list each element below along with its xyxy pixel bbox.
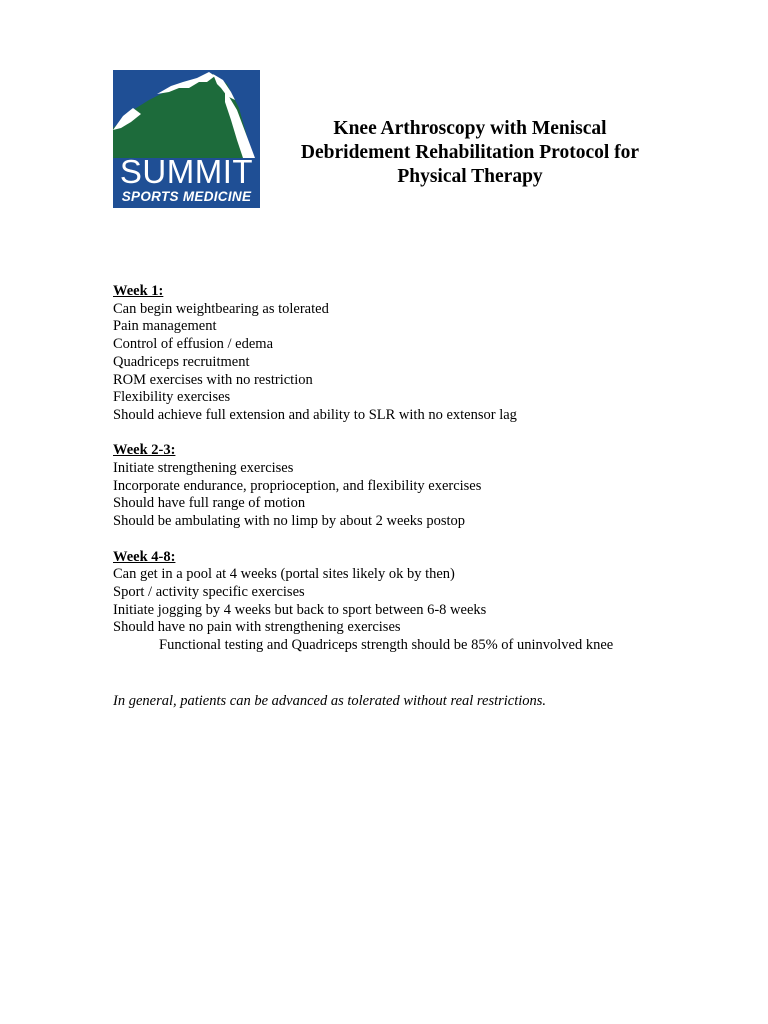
section-week-2-3: [113, 442, 733, 531]
section-heading: Week 4-8:: [113, 548, 176, 565]
logo-sports-medicine-text: SPORTS MEDICINE: [121, 189, 252, 204]
list-item: Sport / activity specific exercises: [113, 583, 305, 600]
title-line: Knee Arthroscopy with Meniscal: [333, 118, 607, 139]
list-item: ROM exercises with no restriction: [113, 371, 313, 388]
list-item: Initiate strengthening exercises: [113, 460, 294, 477]
general-note: In general, patients can be advanced as tolerated without real restrictions.: [113, 693, 547, 709]
title-line: Physical Therapy: [397, 166, 543, 187]
list-item: Control of effusion / edema: [113, 336, 274, 353]
list-item: Can get in a pool at 4 weeks (portal sites likely ok by then): [113, 566, 455, 583]
section-heading: Week 2-3:: [113, 442, 176, 459]
section-week-4-8: [113, 549, 733, 655]
list-item: Can begin weightbearing as tolerated: [113, 300, 329, 317]
list-item: Pain management: [113, 318, 217, 335]
logo-summit-text: SUMMIT: [119, 153, 254, 190]
list-item-indented: Functional testing and Quadriceps strength should be 85% of uninvolved knee: [159, 637, 614, 654]
list-item: Should have no pain with strengthening exercises: [113, 619, 401, 636]
list-item: Should have full range of motion: [113, 495, 306, 512]
list-item: Should achieve full extension and ability to SLR with no extensor lag: [113, 406, 517, 423]
title-line: Debridement Rehabilitation Protocol for: [300, 142, 640, 163]
page-title: [270, 117, 670, 189]
section-heading: Week 1:: [113, 283, 164, 299]
protocol-content: [113, 283, 733, 672]
summit-sports-medicine-logo: [113, 70, 260, 208]
section-week-1: [113, 283, 733, 425]
list-item: Should be ambulating with no limp by about 2 weeks postop: [113, 513, 466, 530]
list-item: Initiate jogging by 4 weeks but back to sport between 6-8 weeks: [113, 601, 487, 618]
list-item: Quadriceps recruitment: [113, 353, 250, 370]
list-item: Incorporate endurance, proprioception, and flexibility exercises: [113, 477, 482, 494]
list-item: Flexibility exercises: [113, 389, 231, 406]
